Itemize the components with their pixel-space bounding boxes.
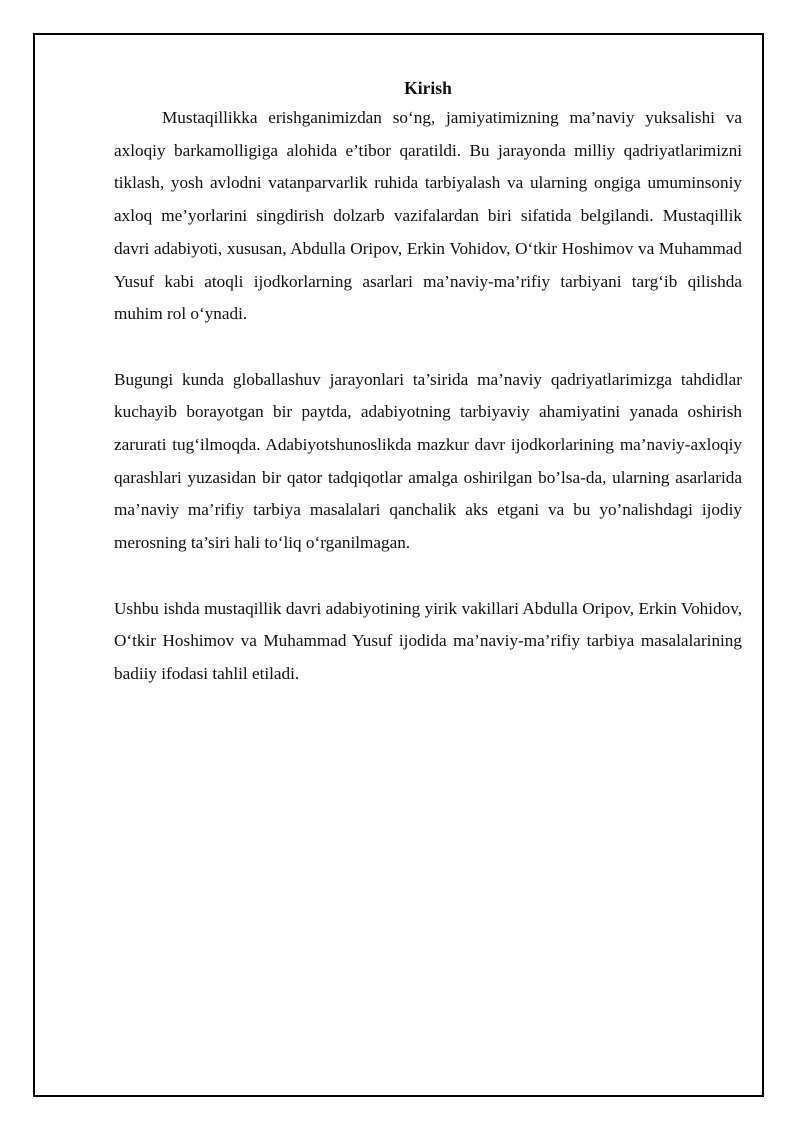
paragraph-1: Mustaqillikka erishganimizdan so‘ng, jamiyatimizning ma’naviy yuksalishi va axloqiy barkamolligiga alohida e’tibor qaratildi. Bu jarayonda milliy qadriyatlarimizni tiklash, yosh avlodni vatanparvarlik ruhida tarbiyalash va ularning ongiga umuminsoniy axloq me’yorlarini singdirish dolzarb vazifalardan biri sifatida belgilandi. Mustaqillik davri adabiyoti, xususan, Abdulla Oripov, Erkin Vohidov, O‘tkir Hoshimov va Muhammad Yusuf kabi atoqli ijodkorlarning asarlari ma’naviy-ma’rifiy tarbiyani targ‘ib qilishda muhim rol o‘ynadi.: [114, 108, 742, 324]
paragraph-2: Bugungi kunda globallashuv jarayonlari ta’sirida ma’naviy qadriyatlarimizga tahdidlar kuchayib borayotgan bir paytda, adabiyotning tarbiyaviy ahamiyatini yanada oshirish zarurati tug‘ilmoqda. Adabiyotshunoslikda mazkur davr ijodkorlarining ma’naviy-axloqiy qarashlari yuzasidan bir qator tadqiqotlar amalga oshirilgan bo’lsa-da, ularning asarlarida ma’naviy ma’rifiy tarbiya masalalari qanchalik aks etgani va bu yo’nalishdagi ijodiy merosning ta’siri hali to‘liq o‘rganilmagan.: [114, 369, 742, 553]
paragraph-3: Ushbu ishda mustaqillik davri adabiyotining yirik vakillari Abdulla Oripov, Erkin Vohidov, O‘tkir Hoshimov va Muhammad Yusuf ijodida ma’naviy-ma’rifiy tarbiya masalalarining badiiy ifodasi tahlil etiladi.: [114, 598, 742, 683]
document-body: [114, 75, 742, 691]
paragraph-spacer: [114, 331, 742, 364]
page-title: Kirish: [404, 78, 452, 98]
paragraph-spacer: [114, 560, 742, 593]
